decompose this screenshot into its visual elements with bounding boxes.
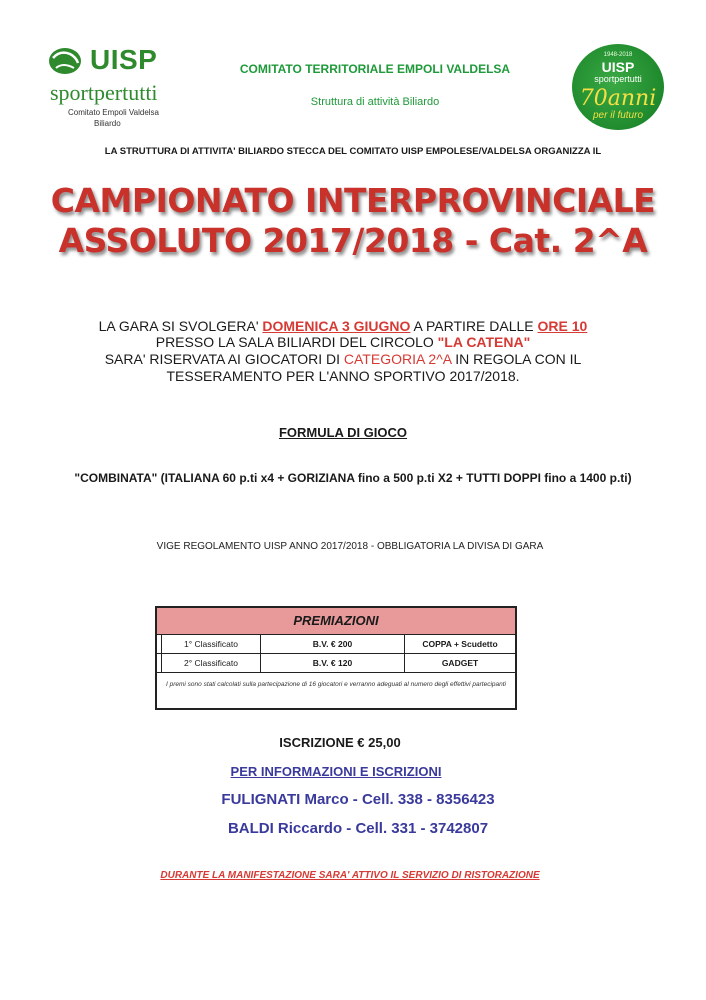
prize-place: 2° Classificato (161, 654, 261, 672)
prize-amount: B.V. € 200 (261, 635, 405, 653)
prize-place: 1° Classificato (161, 635, 261, 653)
prize-extra: GADGET (441, 658, 479, 668)
prizes-note: I premi sono stati calcolati sulla partecipazione di 16 giocatori e verranno adeguati al numero degli effettivi partecipanti (166, 681, 506, 688)
uisp-ball-icon (48, 46, 82, 76)
anniversary-70-anni: 70anni (579, 86, 657, 111)
info-title: PER INFORMAZIONI E ISCRIZIONI (230, 764, 442, 779)
detail-line-category (0, 351, 686, 367)
detail-text: A PARTIRE DALLE (410, 318, 538, 334)
main-title-line2: ASSOLUTO 2017/2018 - Cat. 2^A (58, 221, 648, 260)
detail-line-membership: TESSERAMENTO PER L'ANNO SPORTIVO 2017/2018. (166, 368, 520, 384)
committee-subtitle: Struttura di attività Biliardo (310, 96, 440, 108)
main-title-line1: CAMPIONATO INTERPROVINCIALE (50, 181, 656, 220)
prize-extra: COPPA + Scudetto (422, 639, 498, 649)
venue-name: "LA CATENA" (437, 334, 531, 350)
event-time: ORE 10 (537, 318, 588, 334)
anniversary-tagline: sportpertutti (594, 74, 642, 84)
registration-fee: ISCRIZIONE € 25,00 (279, 735, 401, 750)
detail-text: PRESSO LA SALA BILIARDI DEL CIRCOLO (155, 334, 438, 350)
detail-text: IN REGOLA CON IL (451, 351, 582, 367)
logo-brand: UISP (90, 44, 158, 75)
detail-text: SARA' RISERVATA AI GIOCATORI DI (104, 351, 344, 367)
intro-text: LA STRUTTURA DI ATTIVITA' BILIARDO STECCA DEL COMITATO UISP EMPOLESE/VALDELSA ORGANIZZA IL (104, 146, 602, 157)
prizes-table (155, 606, 517, 710)
formula-title: FORMULA DI GIOCO (278, 425, 408, 440)
logo-committee: Comitato Empoli Valdelsa (68, 108, 160, 117)
contact-fulignati: FULIGNATI Marco - Cell. 338 - 8356423 (221, 791, 495, 808)
committee-title: COMITATO TERRITORIALE EMPOLI VALDELSA (239, 62, 511, 76)
logo-tagline: sportpertutti (50, 80, 158, 105)
anniversary-brand: UISP (601, 59, 635, 75)
table-row (157, 635, 515, 654)
prize-amount: B.V. € 120 (261, 654, 405, 672)
detail-text: LA GARA SI SVOLGERA' (98, 318, 263, 334)
uisp-logo-left (48, 44, 178, 130)
event-date: DOMENICA 3 GIUGNO (262, 318, 411, 334)
rules-text: VIGE REGOLAMENTO UISP ANNO 2017/2018 - OBBLIGATORIA LA DIVISA DI GARA (156, 541, 544, 552)
formula-text: "COMBINATA" (ITALIANA 60 p.ti x4 + GORIZIANA fino a 500 p.ti X2 + TUTTI DOPPI fino a 1400 p.ti) (74, 471, 632, 485)
table-row (157, 654, 515, 673)
detail-line-date (0, 318, 686, 334)
detail-line-venue (0, 334, 686, 350)
anniversary-years: 1948-2018 (603, 52, 633, 58)
contact-baldi: BALDI Riccardo - Cell. 331 - 3742807 (227, 820, 489, 837)
catering-notice: DURANTE LA MANIFESTAZIONE SARA' ATTIVO IL SERVIZIO DI RISTORAZIONE (160, 870, 540, 881)
anniversary-future: per il futuro (592, 110, 644, 121)
prizes-header: PREMIAZIONI (157, 608, 515, 635)
category-name: CATEGORIA 2^A (343, 351, 452, 367)
logo-activity: Biliardo (94, 119, 121, 128)
uisp-70-anni-logo (572, 44, 664, 130)
